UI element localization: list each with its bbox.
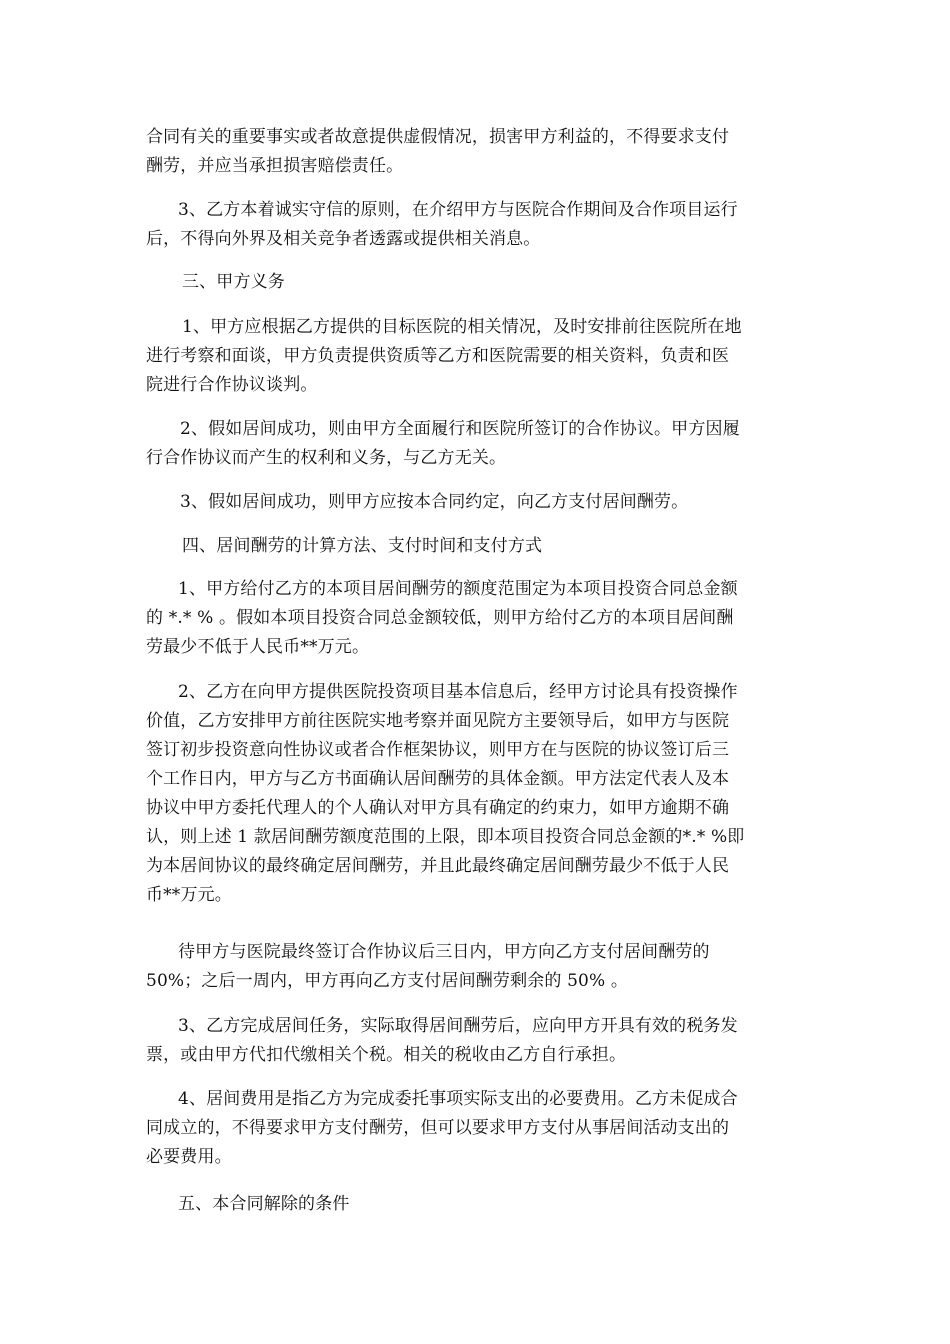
paragraph-clause-3-3 xyxy=(146,488,812,517)
text-line: 为本居间协议的最终确定居间酬劳，并且此最终确定居间酬劳最少不低于人民 xyxy=(146,856,730,876)
heading-text: 五、本合同解除的条件 xyxy=(178,1194,350,1214)
paragraph-clause-2-3 xyxy=(146,196,812,254)
text-line: 进行考察和面谈，甲方负责提供资质等乙方和医院需要的相关资料，负责和医 xyxy=(146,346,730,366)
text-line: 个工作日内，甲方与乙方书面确认居间酬劳的具体金额。甲方法定代表人及本 xyxy=(146,769,730,789)
paragraph-payment-schedule xyxy=(146,938,812,996)
paragraph-clause-3-1 xyxy=(146,313,812,400)
section-heading-5 xyxy=(146,1190,812,1219)
text-line: 酬劳，并应当承担损害赔偿责任。 xyxy=(146,156,404,176)
text-line: 合同有关的重要事实或者故意提供虚假情况，损害甲方利益的，不得要求支付 xyxy=(146,127,730,147)
heading-text: 三、甲方义务 xyxy=(182,272,285,292)
paragraph-clause-4-4 xyxy=(146,1085,812,1172)
paragraph-continuation xyxy=(146,123,812,181)
text-line: 3、乙方完成居间任务，实际取得居间酬劳后，应向甲方开具有效的税务发 xyxy=(178,1016,738,1036)
text-line: 待甲方与医院最终签订合作协议后三日内，甲方向乙方支付居间酬劳的 xyxy=(178,942,710,962)
paragraph-clause-4-3 xyxy=(146,1012,812,1070)
heading-text: 四、居间酬劳的计算方法、支付时间和支付方式 xyxy=(182,536,543,556)
text-line: 1、甲方应根据乙方提供的目标医院的相关情况，及时安排前往医院所在地 xyxy=(182,317,742,337)
text-line: 劳最少不低于人民币**万元。 xyxy=(146,637,370,657)
text-line: 的 *.* % 。假如本项目投资合同总金额较低，则甲方给付乙方的本项目居间酬 xyxy=(146,608,734,628)
text-line: 同成立的，不得要求甲方支付酬劳，但可以要求甲方支付从事居间活动支出的 xyxy=(146,1118,730,1138)
paragraph-clause-4-2 xyxy=(146,678,812,910)
text-line: 1、甲方给付乙方的本项目居间酬劳的额度范围定为本项目投资合同总金额 xyxy=(178,579,738,599)
text-line: 3、乙方本着诚实守信的原则，在介绍甲方与医院合作期间及合作项目运行 xyxy=(178,200,738,220)
text-line: 行合作协议而产生的权利和义务，与乙方无关。 xyxy=(146,448,507,468)
text-line: 必要费用。 xyxy=(146,1147,232,1167)
text-line: 认，则上述 1 款居间酬劳额度范围的上限，即本项目投资合同总金额的*.* %即 xyxy=(146,827,745,847)
text-line: 价值，乙方安排甲方前往医院实地考察并面见院方主要领导后，如甲方与医院 xyxy=(146,711,730,731)
paragraph-clause-3-2 xyxy=(146,415,812,473)
section-heading-3 xyxy=(146,268,812,297)
text-line: 50%；之后一周内，甲方再向乙方支付居间酬劳剩余的 50% 。 xyxy=(146,971,629,991)
section-heading-4 xyxy=(146,532,812,561)
text-line: 院进行合作协议谈判。 xyxy=(146,375,318,395)
text-line: 2、假如居间成功，则由甲方全面履行和医院所签订的合作协议。甲方因履 xyxy=(180,419,740,439)
text-line: 后，不得向外界及相关竞争者透露或提供相关消息。 xyxy=(146,229,541,249)
paragraph-clause-4-1 xyxy=(146,575,812,662)
text-line: 协议中甲方委托代理人的个人确认对甲方具有确定的约束力，如甲方逾期不确 xyxy=(146,798,730,818)
text-line: 2、乙方在向甲方提供医院投资项目基本信息后，经甲方讨论具有投资操作 xyxy=(178,682,738,702)
text-line: 4、居间费用是指乙方为完成委托事项实际支出的必要费用。乙方未促成合 xyxy=(178,1089,738,1109)
text-line: 签订初步投资意向性协议或者合作框架协议，则甲方在与医院的协议签订后三 xyxy=(146,740,730,760)
text-line: 3、假如居间成功，则甲方应按本合同约定，向乙方支付居间酬劳。 xyxy=(180,492,689,512)
text-line: 币**万元。 xyxy=(146,885,232,905)
text-line: 票，或由甲方代扣代缴相关个税。相关的税收由乙方自行承担。 xyxy=(146,1045,627,1065)
